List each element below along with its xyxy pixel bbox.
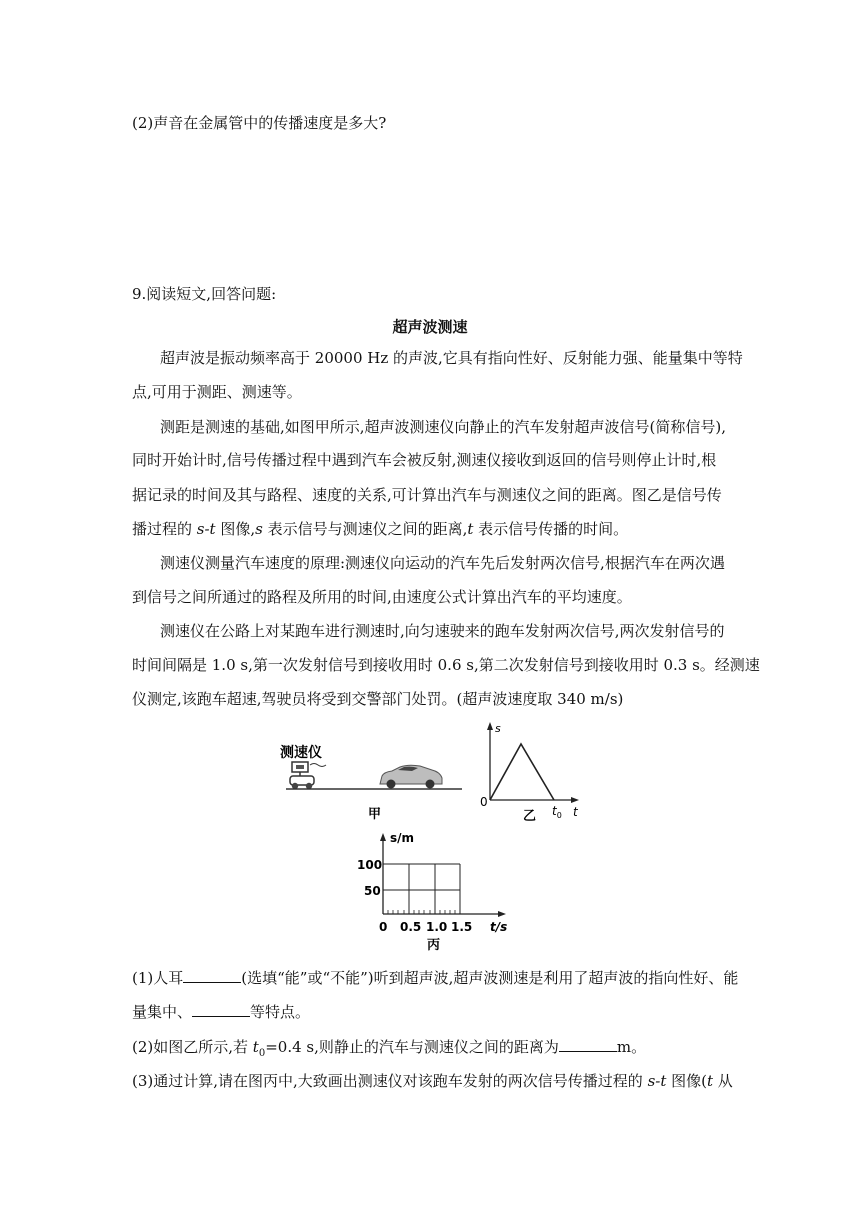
t0-subscript: 0 [258, 1048, 266, 1059]
figure-jia [276, 740, 466, 830]
text: 量集中、 [132, 1003, 193, 1021]
y-tick-50: 50 [364, 884, 381, 898]
origin-label: 0 [480, 795, 488, 809]
para4-line1: 测速仪在公路上对某跑车进行测速时,向匀速驶来的跑车发射两次信号,两次发射信号的 [160, 622, 725, 640]
figure-caption: 甲 [368, 807, 382, 822]
q8-sub2: (2)声音在金属管中的传播速度是多大? [132, 114, 387, 132]
sub2-line [132, 1037, 646, 1064]
t0-label: $t_0$ [552, 804, 562, 820]
para2-line4 [132, 519, 628, 539]
para4-line3: 仪测定,该跑车超速,驾驶员将受到交警部门处罚。(超声波速度取 340 m/s) [132, 690, 624, 708]
para1-line2: 点,可用于测距、测速等。 [132, 383, 302, 401]
text: 表示信号与测速仪之间的距离, [262, 520, 468, 538]
y-axis-arrow-icon [380, 833, 386, 841]
y-axis-arrow-icon [487, 722, 493, 730]
x-axis-label: t/s [490, 920, 508, 934]
x-axis-label: t [573, 805, 578, 819]
y-axis-label: s [495, 722, 501, 735]
text: 图像( [666, 1072, 707, 1090]
x-axis-arrow-icon [571, 797, 579, 803]
text: (选填“能”或“不能”)听到超声波,超声波测速是利用了超声波的指向性好、能 [241, 969, 739, 987]
speed-meter-icon [290, 762, 326, 789]
figure-bing [350, 828, 520, 956]
answer-blank-3[interactable] [559, 1037, 617, 1052]
text: (2)如图乙所示,若 [132, 1038, 253, 1056]
signal-path [490, 744, 554, 800]
st-symbol: s-t [196, 520, 216, 538]
x-tick-1.0: 1.0 [426, 920, 448, 934]
q9-intro: 9.阅读短文,回答问题: [132, 285, 277, 303]
sub1-line1 [132, 968, 738, 988]
device-label: 测速仪 [280, 745, 322, 761]
t-symbol: t [467, 520, 474, 538]
para2-line1: 测距是测速的基础,如图甲所示,超声波测速仪向静止的汽车发射超声波信号(简称信号), [160, 418, 727, 436]
answer-blank-1[interactable] [183, 968, 241, 983]
sub3-line [132, 1071, 733, 1091]
car-icon [380, 765, 442, 788]
figure-caption: 丙 [427, 938, 441, 953]
s-symbol: s [255, 520, 263, 538]
y-tick-100: 100 [357, 858, 383, 872]
text: 播过程的 [132, 520, 197, 538]
t0-symbol: t [252, 1038, 259, 1056]
figure-caption: 乙 [523, 809, 537, 824]
article-title: 超声波测速 [392, 318, 468, 336]
text: 图像, [215, 520, 256, 538]
x-tick-0: 0 [379, 920, 388, 934]
answer-blank-2[interactable] [192, 1002, 250, 1017]
para3-line2: 到信号之间所通过的路程及所用的时间,由速度公式计算出汽车的平均速度。 [132, 588, 632, 606]
text: m。 [616, 1038, 647, 1056]
figure-yi [476, 718, 596, 826]
text: (3)通过计算,请在图丙中,大致画出测速仪对该跑车发射的两次信号传播过程的 [132, 1072, 648, 1090]
x-tick-1.5: 1.5 [451, 920, 473, 934]
text: 表示信号传播的时间。 [473, 520, 629, 538]
y-axis-label: s/m [390, 831, 415, 845]
text: 等特点。 [250, 1003, 311, 1021]
grid [383, 864, 460, 914]
text: 从 [713, 1072, 733, 1090]
para2-line2: 同时开始计时,信号传播过程中遇到汽车会被反射,测速仪接收到返回的信号则停止计时,根 [132, 451, 717, 469]
text: (1)人耳 [132, 969, 184, 987]
text: =0.4 s,则静止的汽车与测速仪之间的距离为 [265, 1038, 559, 1056]
x-axis-arrow-icon [498, 911, 506, 917]
st-symbol: s-t [647, 1072, 667, 1090]
sub1-line2 [132, 1002, 310, 1022]
para3-line1: 测速仪测量汽车速度的原理:测速仪向运动的汽车先后发射两次信号,根据汽车在两次遇 [160, 554, 725, 572]
para4-line2: 时间间隔是 1.0 s,第一次发射信号到接收用时 0.6 s,第二次发射信号到接收用时 0.3 s。经测速 [132, 656, 760, 674]
x-tick-0.5: 0.5 [400, 920, 422, 934]
para2-line3: 据记录的时间及其与路程、速度的关系,可计算出汽车与测速仪之间的距离。图乙是信号传 [132, 486, 722, 504]
para1-line1: 超声波是振动频率高于 20000 Hz 的声波,它具有指向性好、反射能力强、能量集中等特 [160, 349, 743, 367]
t-symbol: t [706, 1072, 714, 1090]
